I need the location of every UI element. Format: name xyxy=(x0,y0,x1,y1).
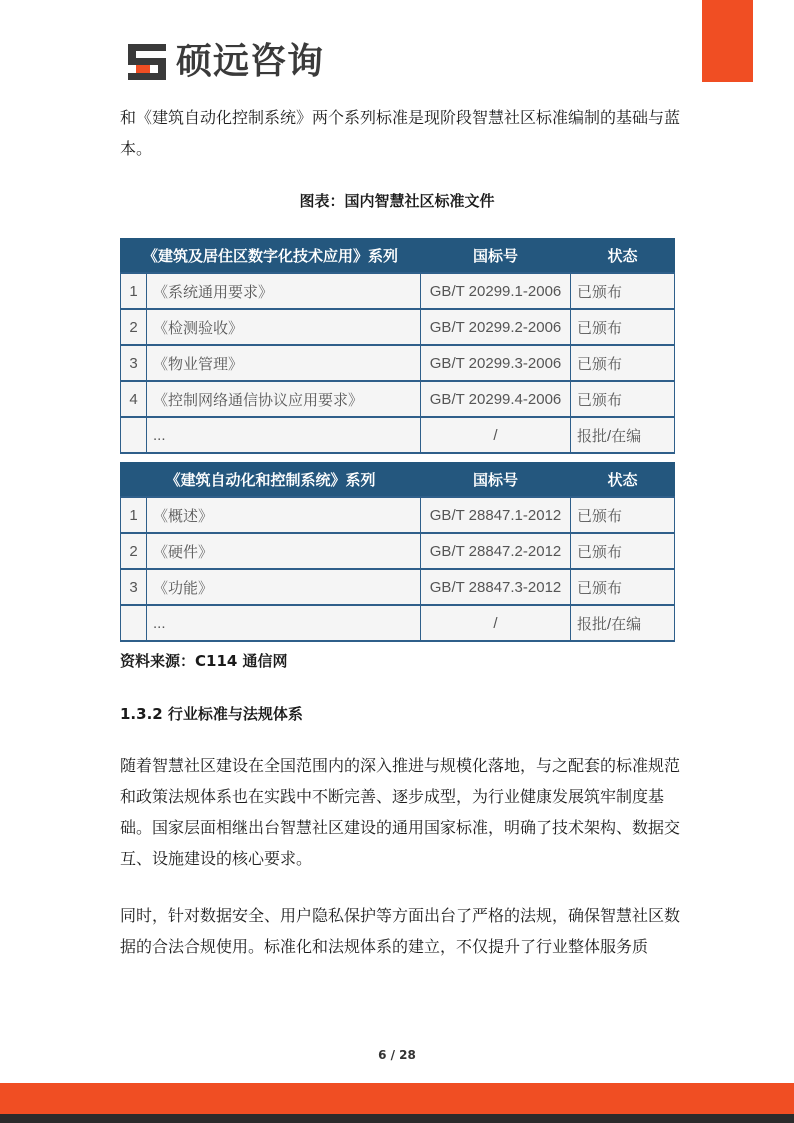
standard-name: 《物业管理》 xyxy=(147,345,421,381)
standard-code: / xyxy=(421,417,571,453)
table-row xyxy=(121,497,675,533)
figure-title: 图表：国内智慧社区标准文件 xyxy=(299,192,495,210)
standard-name: ... xyxy=(147,417,421,453)
row-number: 2 xyxy=(121,309,147,345)
standard-code: GB/T 28847.2-2012 xyxy=(421,533,571,569)
brand-logo-icon xyxy=(126,41,168,83)
standard-code: GB/T 28847.3-2012 xyxy=(421,569,571,605)
body-paragraph-1: 随着智慧社区建设在全国范围内的深入推进与规模化落地，与之配套的标准规范和政策法规体系也在实践中不断完善、逐步成型，为行业健康发展筑牢制度基础。国家层面相继出台智慧社区建设的通用国家标准，明确了技术架构、数据交互、设施建设的核心要求。 xyxy=(120,756,681,868)
row-number xyxy=(121,417,147,453)
standard-status: 已颁布 xyxy=(571,533,675,569)
row-number: 2 xyxy=(121,533,147,569)
standard-status: 已颁布 xyxy=(571,381,675,417)
table-row xyxy=(121,345,675,381)
standard-status: 已颁布 xyxy=(571,309,675,345)
standard-status: 已颁布 xyxy=(571,497,675,533)
footer-dark-strip xyxy=(0,1114,794,1123)
source-note: 资料来源：C114 通信网 xyxy=(120,652,288,670)
row-number: 3 xyxy=(121,569,147,605)
standard-name: 《系统通用要求》 xyxy=(147,273,421,309)
series-header: 《建筑自动化和控制系统》系列 xyxy=(121,463,421,498)
footer-accent-bar xyxy=(0,1083,794,1114)
table-row xyxy=(121,309,675,345)
row-number: 1 xyxy=(121,273,147,309)
table-row xyxy=(121,569,675,605)
standard-code: GB/T 20299.1-2006 xyxy=(421,273,571,309)
table-row xyxy=(121,273,675,309)
brand-logo xyxy=(126,40,324,84)
code-header: 国标号 xyxy=(421,463,571,498)
standard-name: 《检测验收》 xyxy=(147,309,421,345)
standard-status: 已颁布 xyxy=(571,569,675,605)
body-paragraph-2: 同时，针对数据安全、用户隐私保护等方面出台了严格的法规，确保智慧社区数据的合法合规使用。标准化和法规体系的建立，不仅提升了行业整体服务质 xyxy=(120,906,681,956)
standards-table-digital xyxy=(120,238,675,454)
standard-status: 已颁布 xyxy=(571,345,675,381)
standards-table-automation xyxy=(120,462,675,642)
standard-name: ... xyxy=(147,605,421,641)
code-header: 国标号 xyxy=(421,239,571,274)
standard-code: GB/T 20299.3-2006 xyxy=(421,345,571,381)
standard-code: GB/T 20299.2-2006 xyxy=(421,309,571,345)
table-row xyxy=(121,381,675,417)
series-header: 《建筑及居住区数字化技术应用》系列 xyxy=(121,239,421,274)
page-number: 6 / 28 xyxy=(378,1048,416,1062)
standard-status: 已颁布 xyxy=(571,273,675,309)
standard-name: 《功能》 xyxy=(147,569,421,605)
table-header-row xyxy=(121,239,675,274)
row-number: 3 xyxy=(121,345,147,381)
intro-paragraph: 和《建筑自动化控制系统》两个系列标准是现阶段智慧社区标准编制的基础与蓝本。 xyxy=(120,108,681,158)
row-number xyxy=(121,605,147,641)
standard-code: / xyxy=(421,605,571,641)
standard-name: 《控制网络通信协议应用要求》 xyxy=(147,381,421,417)
standard-name: 《概述》 xyxy=(147,497,421,533)
corner-accent-block xyxy=(702,0,753,82)
section-heading: 1.3.2 行业标准与法规体系 xyxy=(120,705,303,723)
standard-code: GB/T 28847.1-2012 xyxy=(421,497,571,533)
status-header: 状态 xyxy=(571,463,675,498)
row-number: 1 xyxy=(121,497,147,533)
standard-status: 报批/在编 xyxy=(571,605,675,641)
standard-code: GB/T 20299.4-2006 xyxy=(421,381,571,417)
standard-status: 报批/在编 xyxy=(571,417,675,453)
standard-name: 《硬件》 xyxy=(147,533,421,569)
table-row xyxy=(121,605,675,641)
table-header-row xyxy=(121,463,675,498)
brand-name: 硕远咨询 xyxy=(176,41,325,82)
table-row xyxy=(121,533,675,569)
status-header: 状态 xyxy=(571,239,675,274)
row-number: 4 xyxy=(121,381,147,417)
table-row xyxy=(121,417,675,453)
